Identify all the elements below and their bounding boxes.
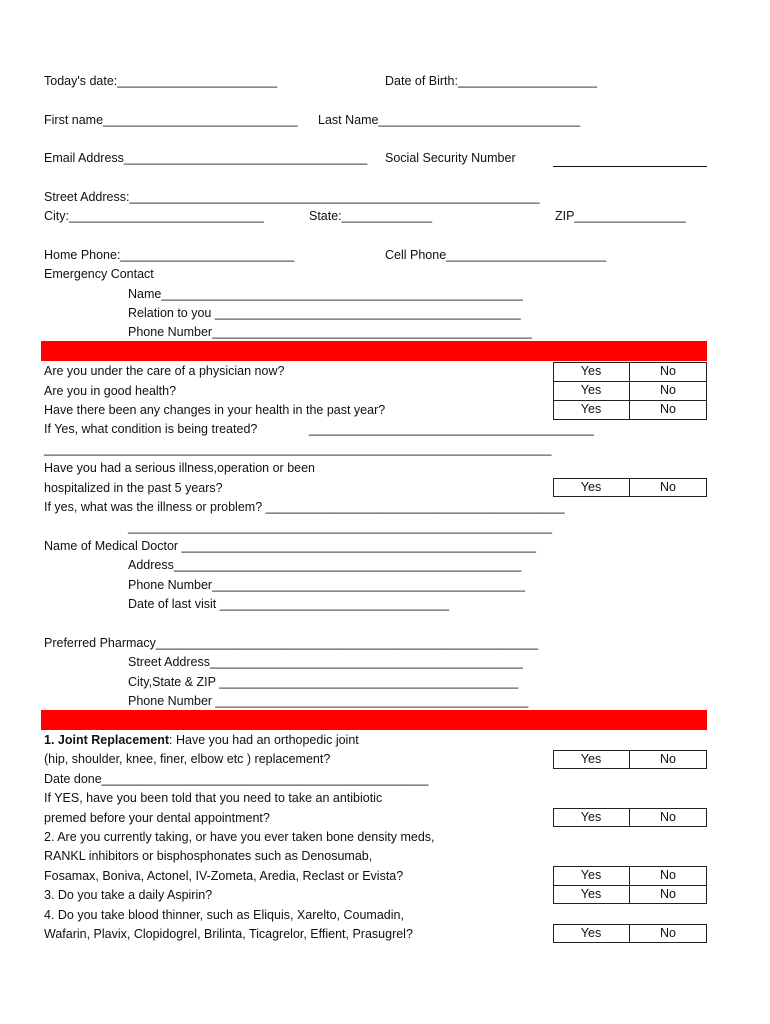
question-good-health: Are you in good health? — [44, 384, 177, 398]
no-option[interactable]: No — [660, 810, 676, 824]
question-bone-density-line2: RANKL inhibitors or bisphosphonates such as Denosumab, — [44, 849, 373, 863]
email-field[interactable]: Email Address___________________________________ — [44, 151, 368, 165]
pharmacy-phone-field[interactable]: Phone Number _____________________________________________ — [128, 694, 529, 708]
cell-phone-field[interactable]: Cell Phone_______________________ — [385, 248, 607, 262]
yes-option[interactable]: Yes — [580, 480, 602, 494]
illness-answer-line-2[interactable]: _____________________________________________________________ — [128, 520, 553, 534]
zip-field[interactable]: ZIP________________ — [555, 209, 686, 223]
yes-option[interactable]: Yes — [580, 810, 602, 824]
yes-option[interactable]: Yes — [580, 364, 602, 378]
no-option[interactable]: No — [660, 887, 676, 901]
no-option[interactable]: No — [660, 480, 676, 494]
emergency-contact-label: Emergency Contact — [44, 267, 154, 281]
ssn-label: Social Security Number — [385, 151, 516, 165]
yes-option[interactable]: Yes — [580, 752, 602, 766]
yes-option[interactable]: Yes — [580, 868, 602, 882]
question-bone-density: 2. Are you currently taking, or have you ever taken bone density meds, — [44, 830, 435, 844]
no-option[interactable]: No — [660, 402, 676, 416]
emergency-relation-field[interactable]: Relation to you ____________________________________________ — [128, 306, 521, 320]
doctor-phone-field[interactable]: Phone Number_____________________________________________ — [128, 578, 525, 592]
no-option[interactable]: No — [660, 868, 676, 882]
question-physician-care: Are you under the care of a physician now? — [44, 364, 285, 378]
question-condition-treated: If Yes, what condition is being treated? — [44, 422, 258, 436]
question-serious-illness: Have you had a serious illness,operation or been — [44, 461, 316, 475]
question-bone-density-line3: Fosamax, Boniva, Actonel, IV-Zometa, Aredia, Reclast or Evista? — [44, 869, 404, 883]
condition-answer-line[interactable]: _________________________________________ — [309, 422, 595, 436]
question-illness-what[interactable]: If yes, what was the illness or problem? ___________________________________________ — [44, 500, 565, 514]
section-divider-bar — [41, 341, 707, 361]
joint-replacement-text: : Have you had an orthopedic joint — [169, 733, 359, 747]
first-name-field[interactable]: First name____________________________ — [44, 113, 298, 127]
city-field[interactable]: City:____________________________ — [44, 209, 264, 223]
ssn-line[interactable] — [553, 166, 707, 167]
date-done-field[interactable]: Date done_______________________________________________ — [44, 772, 429, 786]
dob-field[interactable]: Date of Birth:____________________ — [385, 74, 597, 88]
yes-option[interactable]: Yes — [580, 926, 602, 940]
question-joint-replacement-line2: (hip, shoulder, knee, finer, elbow etc ) replacement? — [44, 752, 331, 766]
yes-option[interactable]: Yes — [580, 887, 602, 901]
emergency-phone-field[interactable]: Phone Number______________________________________________ — [128, 325, 532, 339]
street-address-field[interactable]: Street Address:___________________________________________________________ — [44, 190, 540, 204]
home-phone-field[interactable]: Home Phone:_________________________ — [44, 248, 295, 262]
doctor-address-field[interactable]: Address__________________________________________________ — [128, 558, 522, 572]
question-blood-thinner: 4. Do you take blood thinner, such as Eliquis, Xarelto, Coumadin, — [44, 908, 404, 922]
condition-answer-line-2[interactable]: _________________________________________________________________________ — [44, 442, 552, 456]
no-option[interactable]: No — [660, 364, 676, 378]
no-option[interactable]: No — [660, 926, 676, 940]
question-health-changes: Have there been any changes in your health in the past year? — [44, 403, 386, 417]
yes-option[interactable]: Yes — [580, 402, 602, 416]
todays-date-field[interactable]: Today's date:_______________________ — [44, 74, 278, 88]
doctor-name-field[interactable]: Name of Medical Doctor ___________________________________________________ — [44, 539, 537, 553]
yes-option[interactable]: Yes — [580, 383, 602, 397]
pharmacy-city-field[interactable]: City,State & ZIP ___________________________________________ — [128, 675, 519, 689]
state-field[interactable]: State:_____________ — [309, 209, 433, 223]
doctor-last-visit-field[interactable]: Date of last visit _________________________________ — [128, 597, 450, 611]
pharmacy-street-field[interactable]: Street Address_____________________________________________ — [128, 655, 523, 669]
last-name-field[interactable]: Last Name_____________________________ — [318, 113, 581, 127]
question-serious-illness-line2: hospitalized in the past 5 years? — [44, 481, 223, 495]
no-option[interactable]: No — [660, 752, 676, 766]
no-option[interactable]: No — [660, 383, 676, 397]
question-antibiotic-line2: premed before your dental appointment? — [44, 811, 270, 825]
emergency-name-field[interactable]: Name____________________________________________________ — [128, 287, 523, 301]
pharmacy-name-field[interactable]: Preferred Pharmacy_______________________________________________________ — [44, 636, 539, 650]
question-blood-thinner-line2: Wafarin, Plavix, Clopidogrel, Brilinta, Ticagrelor, Effient, Prasugrel? — [44, 927, 413, 941]
question-aspirin: 3. Do you take a daily Aspirin? — [44, 888, 213, 902]
section-divider-bar — [41, 710, 707, 730]
question-antibiotic: If YES, have you been told that you need to take an antibiotic — [44, 791, 383, 805]
joint-replacement-title: 1. Joint Replacement — [44, 733, 170, 747]
question-joint-replacement — [44, 732, 359, 748]
